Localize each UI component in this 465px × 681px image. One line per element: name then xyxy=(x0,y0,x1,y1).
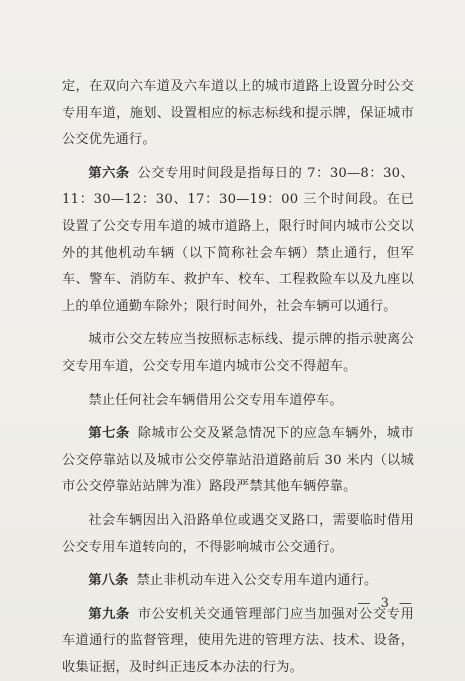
article-8-text: 禁止非机动车进入公交专用车道内通行。 xyxy=(136,573,378,589)
paragraph-text: 禁止任何社会车辆借用公交专用车道停车。 xyxy=(88,392,343,408)
article-6-title: 第六条 xyxy=(88,165,130,181)
article-8-title: 第八条 xyxy=(88,573,129,589)
article-8-paragraph xyxy=(62,568,414,595)
paragraph-left-turn xyxy=(62,327,414,380)
article-9-paragraph xyxy=(62,602,414,681)
article-7-text: 除城市公交及紧急情况下的应急车辆外，城市公交停靠站以及城市公交停靠站沿道路前后 30 米内（以城市公交停靠站站牌为准）路段严禁其他车辆停靠。 xyxy=(62,426,414,495)
article-7-paragraph xyxy=(62,421,414,501)
document-body xyxy=(62,74,414,681)
paragraph-no-parking xyxy=(62,388,414,415)
paragraph-text: 城市公交左转应当按照标志标线、提示牌的指示驶离公交专用车道，公交专用车道内城市公交不得超车。 xyxy=(62,332,414,374)
paragraph-text: 社会车辆因出入沿路单位或遇交叉路口，需要临时借用公交专用车道转向的，不得影响城市公交通行。 xyxy=(62,512,414,555)
article-6-paragraph xyxy=(62,161,414,321)
article-6-text: 公交专用时间段是指每日的 7：30—8：30、11：30—12：30、17：30—19：00 三个时间段。在已设置了公交专用车道的城市道路上，限行时间内城市公交以外的其他机动车辆（以下简称社会车辆）禁止通行，但军车、警车、消防车、救护车、校车、工程救险车以及九座以上的单位通勤车除外；限行时间外，社会车辆可以通行。 xyxy=(62,165,414,314)
paragraph-continuation xyxy=(62,74,414,154)
article-9-text: 市公安机关交通管理部门应当加强对公交专用车道通行的监督管理，使用先进的管理方法、技术、设备，收集证据，及时纠正违反本办法的行为。 xyxy=(62,606,414,675)
paragraph-social-vehicles xyxy=(62,508,414,561)
article-9-title: 第九条 xyxy=(88,606,130,622)
page-number: — 3 — xyxy=(357,596,415,611)
article-7-title: 第七条 xyxy=(88,426,130,442)
paragraph-text: 定，在双向六车道及六车道以上的城市道路上设置分时公交专用车道，施划、设置相应的标志标线和提示牌，保证城市公交优先通行。 xyxy=(62,79,414,148)
